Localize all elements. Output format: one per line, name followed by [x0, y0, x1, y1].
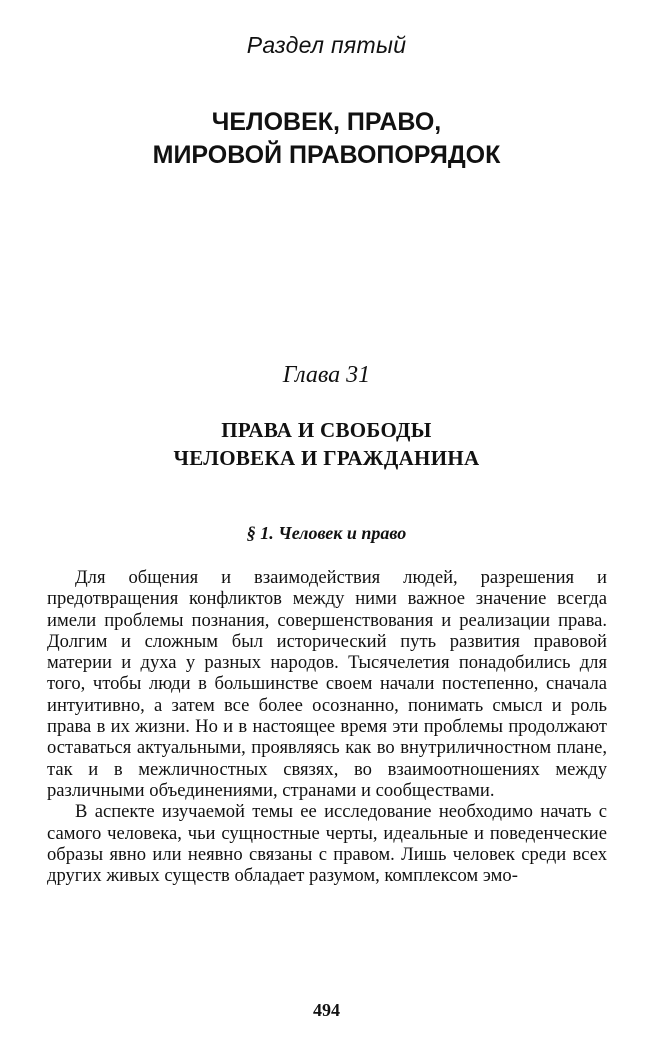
page-number: 494 — [313, 1000, 340, 1020]
body-paragraph: В аспекте изучаемой темы ее исследование необходимо начать с самого человека, чьи сущностные черты, идеальные и поведенческие образы явно или неявно связаны с правом. Лишь человек среди всех других живых существ обладает разумом, комплексом эмо- — [47, 801, 607, 887]
chapter-title-line: ЧЕЛОВЕКА И ГРАЖДАНИНА — [173, 446, 480, 470]
section-title-line: ЧЕЛОВЕК, ПРАВО, — [211, 108, 442, 136]
section-title-line: МИРОВОЙ ПРАВОПОРЯДОК — [152, 141, 501, 169]
chapter-title-line: ПРАВА И СВОБОДЫ — [221, 418, 432, 442]
section-title — [0, 106, 653, 172]
section-label: Раздел пятый — [246, 32, 407, 58]
chapter-title — [0, 416, 653, 472]
body-paragraph: Для общения и взаимодействия людей, разрешения и предотвращения конфликтов между ними важное значение всегда имели проблемы познания, совершенствования и реализации права. Долгим и сложным был исторический путь развития правовой материи и духа у разных народов. Тысячелетия понадобились для того, чтобы люди в большинстве своем начали постепенно, сначала интуитивно, а затем все более осознанно, понимать смысл и роль права в их жизни. Но и в настоящее время эти проблемы продолжают оставаться актуальными, проявляясь как во внутриличностном плане, так и в межличностных связях, во взаимоотношениях между различными объединениями, странами и сообществами. — [47, 567, 607, 801]
paragraph-heading: § 1. Человек и право — [246, 523, 407, 543]
body-text — [47, 567, 607, 886]
chapter-label: Глава 31 — [282, 362, 371, 388]
